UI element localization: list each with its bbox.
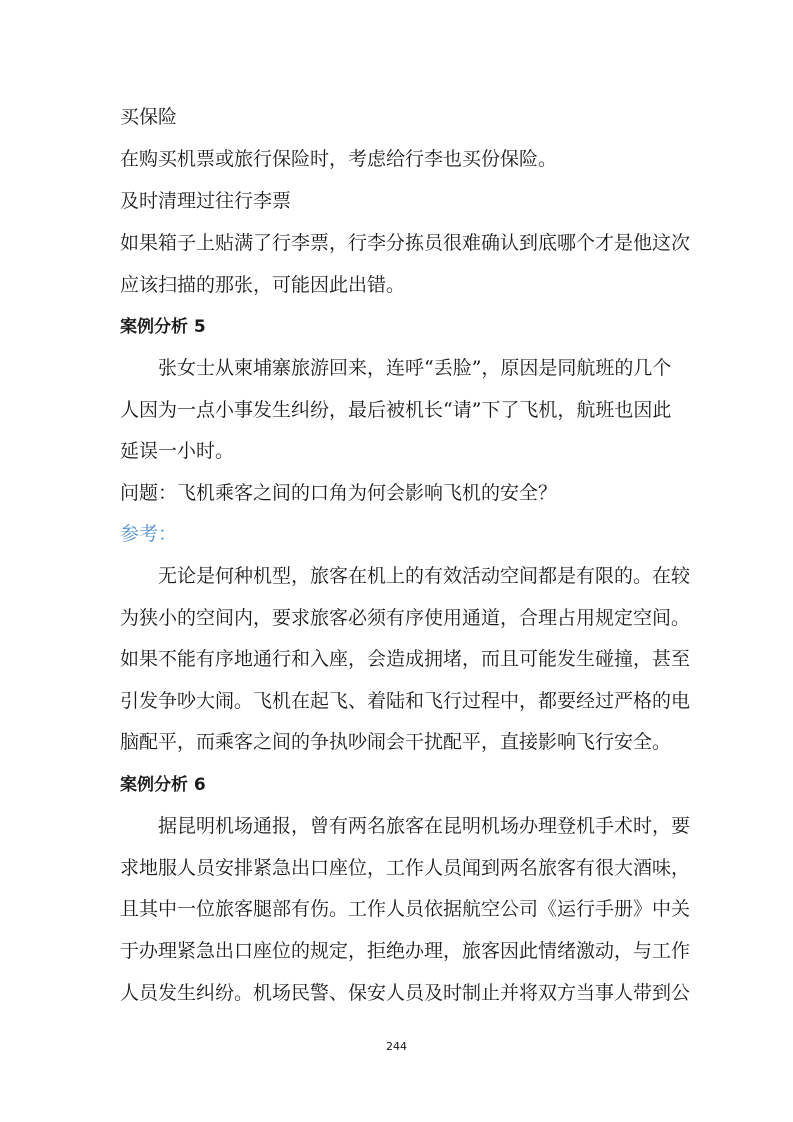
body-line: 张女士从柬埔寨旅游回来，连呼“丢脸”，原因是同航班的几个 [120, 357, 672, 379]
body-line: 如果不能有序地通行和入座，会造成拥堵，而且可能发生碰撞，甚至 [120, 648, 691, 670]
page-number: 244 [386, 1040, 407, 1053]
body-line: 人员发生纠纷。机场民警、保安人员及时制止并将双方当事人带到公 [120, 982, 691, 1004]
section-heading: 案例分析 6 [120, 775, 206, 795]
body-line: 求地服人员安排紧急出口座位，工作人员闻到两名旅客有很大酒味， [120, 857, 691, 879]
body-line: 于办理紧急出口座位的规定，拒绝办理，旅客因此情绪激动，与工作 [120, 940, 691, 962]
body-line: 且其中一位旅客腿部有伤。工作人员依据航空公司《运行手册》中关 [120, 898, 691, 920]
body-line: 脑配平，而乘客之间的争执吵闹会干扰配平，直接影响飞行安全。 [120, 731, 672, 753]
section-heading: 案例分析 5 [120, 317, 206, 337]
body-line: 应该扫描的那张，可能因此出错。 [120, 274, 406, 296]
body-line: 引发争吵大闹。飞机在起飞、着陆和飞行过程中，都要经过严格的电 [120, 690, 691, 712]
body-line: 延误一小时。 [120, 440, 235, 462]
question-line: 问题：飞机乘客之间的口角为何会影响飞机的安全？ [120, 482, 558, 504]
body-line: 如果箱子上贴满了行李票，行李分拣员很难确认到底哪个才是他这次 [120, 232, 691, 254]
body-line: 为狭小的空间内，要求旅客必须有序使用通道，合理占用规定空间。 [120, 607, 691, 629]
body-line: 人因为一点小事发生纠纷，最后被机长“请”下了飞机，航班也因此 [120, 399, 672, 421]
body-line: 在购买机票或旅行保险时，考虑给行李也买份保险。 [120, 148, 558, 170]
reference-label: 参考： [120, 523, 178, 545]
body-line: 据昆明机场通报，曾有两名旅客在昆明机场办理登机手术时，要 [120, 815, 691, 837]
body-line: 买保险 [120, 106, 178, 128]
body-line: 无论是何种机型，旅客在机上的有效活动空间都是有限的。在较 [120, 565, 691, 587]
body-line: 及时清理过往行李票 [120, 190, 292, 212]
